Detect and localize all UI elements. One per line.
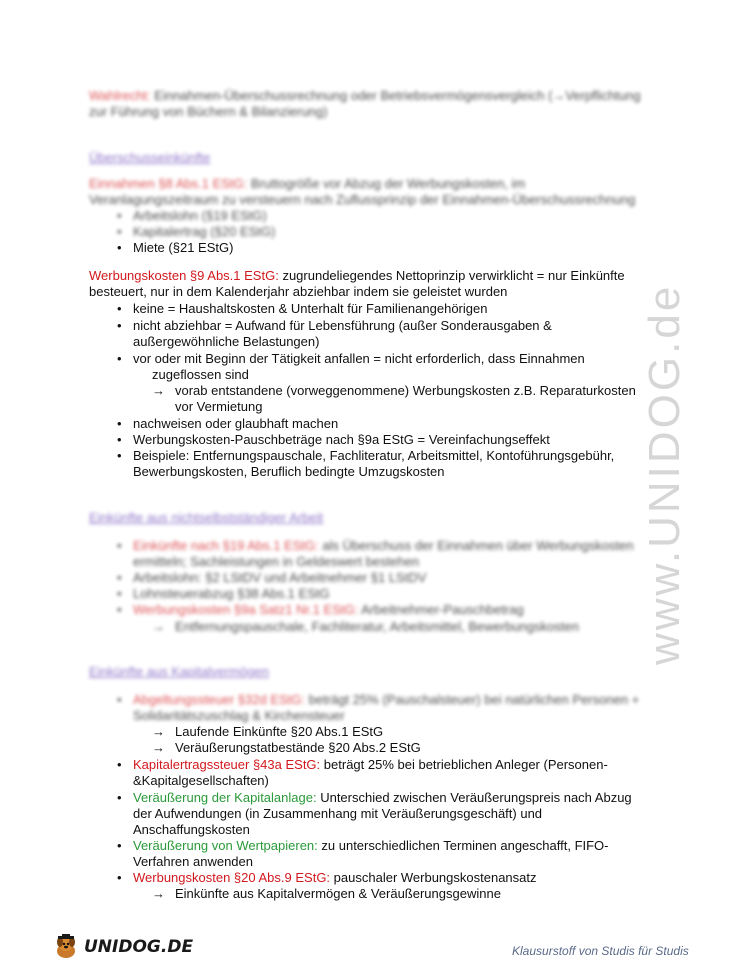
heading-ueberschusseinkuenfte[interactable]: Überschusseinkünfte xyxy=(89,150,211,165)
list-item: Kapitalertrag (§20 EStG) xyxy=(133,224,276,239)
bullet-icon: • xyxy=(117,790,122,805)
footer-tagline: Klausurstoff von Studis für Studis xyxy=(512,944,689,958)
arrow-item: vorab entstandene (vorweggenommene) Werbungskosten z.B. Reparaturkosten xyxy=(175,383,636,398)
bullet-icon: • xyxy=(117,240,122,255)
arrow-icon: → xyxy=(152,383,165,398)
bullet-icon: • xyxy=(117,224,122,239)
list-item: Werbungskosten §9a Satz1 Nr.1 EStG: Arbeitnehmer-Pauschbetrag xyxy=(133,602,524,617)
wahlrecht-line-2: zur Führung von Büchern & Bilanzierung) xyxy=(89,104,328,119)
list-item-cont: &Kapitalgesellschaften) xyxy=(133,773,269,788)
dog-icon xyxy=(52,933,80,961)
list-item: Veräußerung von Wertpapieren: zu unterschiedlichen Terminen angeschafft, FIFO- xyxy=(133,838,609,853)
arrow-item: Entfernungspauschale, Fachliteratur, Arbeitsmittel, Bewerbungskosten xyxy=(175,619,579,634)
bullet-icon: • xyxy=(117,757,122,772)
list-item-cont: der Aufwendungen (in Zusammenhang mit Veräußerungsgeschäft) und xyxy=(133,806,543,821)
logo-text: UNIDOG.DE xyxy=(84,937,194,957)
list-item-cont: zugeflossen sind xyxy=(152,367,249,382)
arrow-icon: → xyxy=(152,886,165,901)
bullet-icon: • xyxy=(117,870,122,885)
list-item-cont: Bewerbungskosten, Beruflich bedingte Umzugskosten xyxy=(133,464,445,479)
arrow-item-cont: vor Vermietung xyxy=(175,399,263,414)
bullet-icon: • xyxy=(117,208,122,223)
einnahmen-line-2: Veranlagungszeitraum zu versteuern nach Zuflussprinzip der Einnahmen-Überschussrechnung xyxy=(89,192,636,207)
bullet-icon: • xyxy=(117,351,122,366)
list-item-cont: außergewöhnliche Belastungen) xyxy=(133,334,320,349)
arrow-item: Einkünfte aus Kapitalvermögen & Veräußerungsgewinne xyxy=(175,886,501,901)
watermark: www.UNIDOG.de xyxy=(640,283,689,665)
bullet-icon: • xyxy=(117,570,122,585)
arrow-item: Laufende Einkünfte §20 Abs.1 EStG xyxy=(175,724,384,739)
list-item: Einkünfte nach §19 Abs.1 EStG: als Überschuss der Einnahmen über Werbungskosten xyxy=(133,538,634,553)
list-item: vor oder mit Beginn der Tätigkeit anfallen = nicht erforderlich, dass Einnahmen xyxy=(133,351,585,366)
heading-nichtselbststaendige-arbeit[interactable]: Einkünfte aus nichtselbstständiger Arbeit xyxy=(89,510,324,525)
bullet-icon: • xyxy=(117,432,122,447)
arrow-icon: → xyxy=(152,619,165,634)
bullet-icon: • xyxy=(117,416,122,431)
bullet-icon: • xyxy=(117,602,122,617)
bullet-icon: • xyxy=(117,318,122,333)
arrow-item: Veräußerungstatbestände §20 Abs.2 EStG xyxy=(175,740,421,755)
list-item: nachweisen oder glaubhaft machen xyxy=(133,416,339,431)
list-item: keine = Haushaltskosten & Unterhalt für Familienangehörigen xyxy=(133,301,488,316)
list-item-cont: Solidaritätszuschlag & Kirchensteuer xyxy=(133,708,345,723)
list-item-cont: Anschaffungskosten xyxy=(133,822,250,837)
arrow-icon: → xyxy=(152,724,165,739)
list-item: Lohnsteuerabzug §38 Abs.1 EStG xyxy=(133,586,330,601)
bullet-icon: • xyxy=(117,538,122,553)
list-item: Werbungskosten §20 Abs.9 EStG: pauschaler Werbungskostenansatz xyxy=(133,870,537,885)
unidog-logo[interactable] xyxy=(52,932,193,962)
bullet-icon: • xyxy=(117,448,122,463)
bullet-icon: • xyxy=(117,692,122,707)
list-item-cont: ermitteln; Sachleistungen in Geldeswert bestehen xyxy=(133,554,420,569)
bullet-icon: • xyxy=(117,838,122,853)
list-item: Beispiele: Entfernungspauschale, Fachliteratur, Arbeitsmittel, Kontoführungsgebühr, xyxy=(133,448,615,463)
list-item: Arbeitslohn: §2 LStDV und Arbeitnehmer §1 LStDV xyxy=(133,570,427,585)
werbungskosten-line-2: besteuert, nur in dem Kalenderjahr abziehbar indem sie geleistet wurden xyxy=(89,284,508,299)
list-item: nicht abziehbar = Aufwand für Lebensführung (außer Sonderausgaben & xyxy=(133,318,552,333)
list-item: Kapitalertragssteuer §43a EStG: beträgt 25% bei betrieblichen Anleger (Personen- xyxy=(133,757,608,772)
werbungskosten-line: Werbungskosten §9 Abs.1 EStG: zugrundeliegendes Nettoprinzip verwirklicht = nur Einkünfte xyxy=(89,268,625,283)
wahlrecht-line: Wahlrecht: Einnahmen-Überschussrechnung oder Betriebsvermögensvergleich (→Verpflichtung xyxy=(89,88,641,103)
bullet-icon: • xyxy=(117,586,122,601)
arrow-icon: → xyxy=(152,740,165,755)
list-item: Abgeltungssteuer §32d EStG: beträgt 25% (Pauschalsteuer) bei natürlichen Personen + xyxy=(133,692,640,707)
list-item-miete: Miete (§21 EStG) xyxy=(133,240,234,255)
list-item-cont: Verfahren anwenden xyxy=(133,854,253,869)
list-item: Arbeitslohn (§19 EStG) xyxy=(133,208,267,223)
heading-kapitalvermoegen[interactable]: Einkünfte aus Kapitalvermögen xyxy=(89,664,269,679)
einnahmen-line: Einnahmen §8 Abs.1 EStG: Bruttogröße vor Abzug der Werbungskosten, im xyxy=(89,176,526,191)
list-item: Veräußerung der Kapitalanlage: Unterschied zwischen Veräußerungspreis nach Abzug xyxy=(133,790,632,805)
list-item: Werbungskosten-Pauschbeträge nach §9a EStG = Vereinfachungseffekt xyxy=(133,432,550,447)
bullet-icon: • xyxy=(117,301,122,316)
